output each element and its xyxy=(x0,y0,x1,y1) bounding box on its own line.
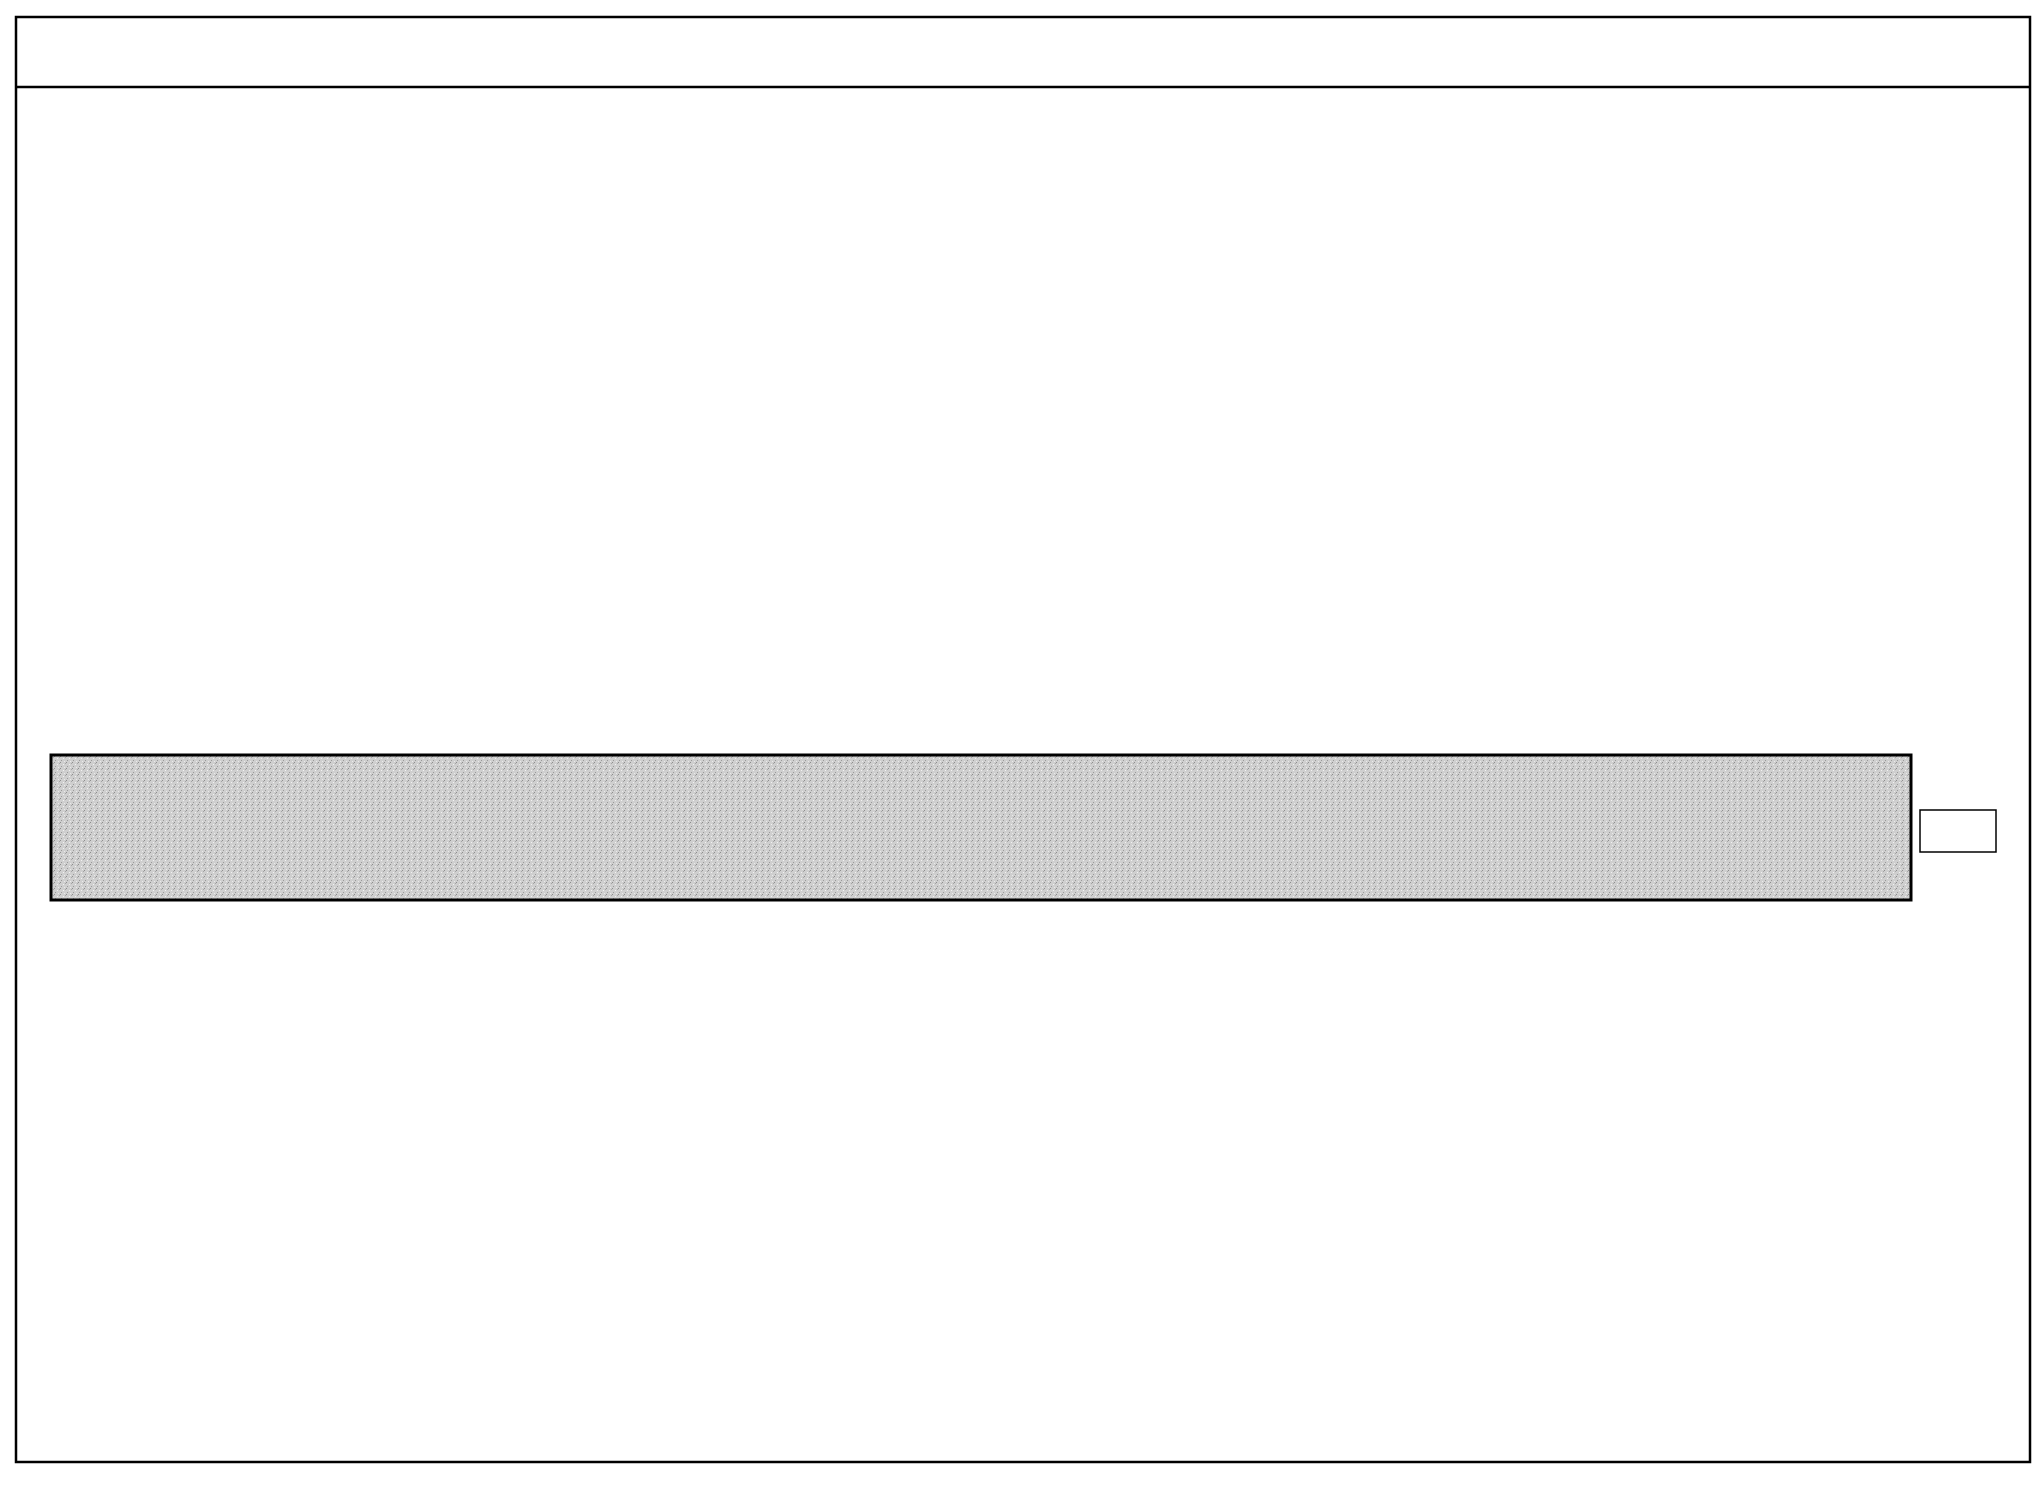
srs-control-module xyxy=(51,755,1911,900)
outer-frame xyxy=(16,17,2030,1462)
module-photo-box xyxy=(1920,810,1996,852)
